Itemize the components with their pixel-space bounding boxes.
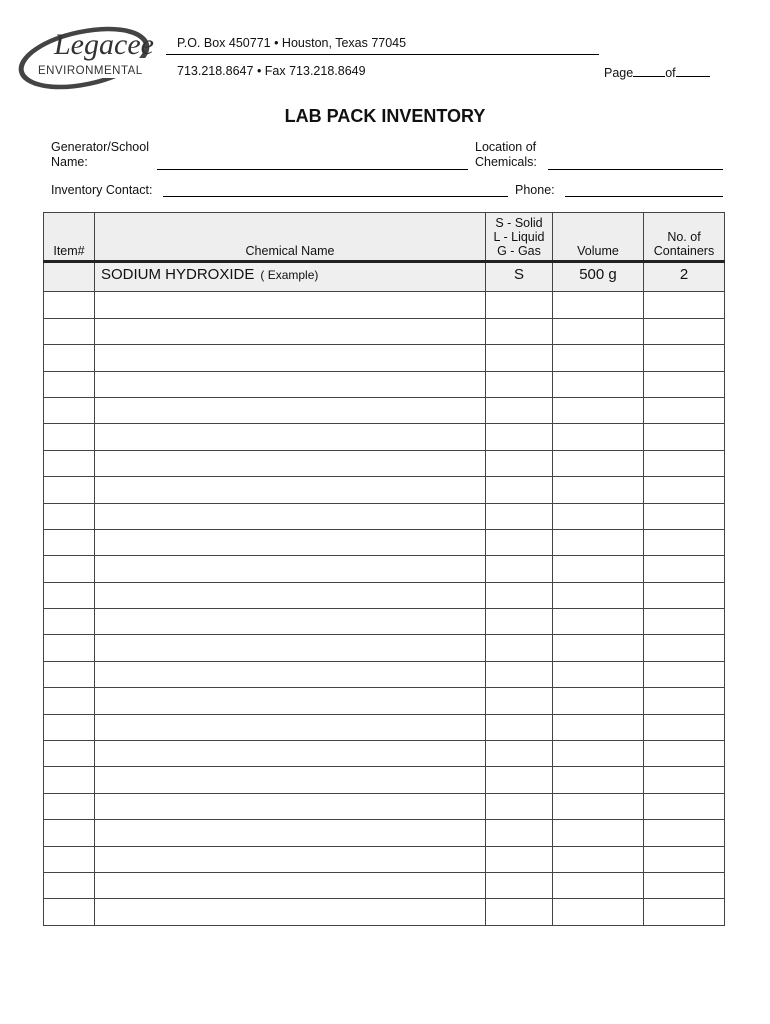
containers-cell[interactable] (644, 741, 725, 767)
phone-field[interactable] (565, 196, 723, 197)
inventory-table (43, 212, 725, 926)
table-row (44, 450, 725, 476)
legacee-environmental-logo (18, 14, 158, 90)
state-cell[interactable] (486, 345, 553, 371)
state-cell[interactable] (486, 846, 553, 872)
containers-cell[interactable] (644, 899, 725, 925)
containers-cell[interactable] (644, 767, 725, 793)
table-row (44, 609, 725, 635)
containers-cell[interactable] (644, 424, 725, 450)
item-cell[interactable] (44, 793, 95, 819)
item-cell[interactable] (44, 503, 95, 529)
chemical-name-cell[interactable] (95, 846, 486, 872)
containers-cell[interactable] (644, 872, 725, 898)
table-row (44, 477, 725, 503)
state-cell[interactable] (486, 793, 553, 819)
containers-cell[interactable] (644, 688, 725, 714)
chemical-name-cell[interactable] (95, 477, 486, 503)
table-row (44, 741, 725, 767)
volume-cell[interactable] (553, 714, 644, 740)
volume-cell[interactable] (553, 635, 644, 661)
table-row (44, 529, 725, 555)
generator-label: Generator/School Name: (51, 140, 149, 169)
chemical-name-cell[interactable] (95, 292, 486, 318)
volume-cell[interactable] (553, 872, 644, 898)
table-row (44, 820, 725, 846)
example-item-cell[interactable] (44, 262, 95, 292)
state-cell[interactable] (486, 741, 553, 767)
state-cell[interactable] (486, 714, 553, 740)
state-cell[interactable] (486, 371, 553, 397)
state-cell[interactable] (486, 899, 553, 925)
volume-cell[interactable] (553, 345, 644, 371)
item-cell[interactable] (44, 292, 95, 318)
example-chemical-cell[interactable]: SODIUM HYDROXIDE ( Example) (95, 262, 486, 292)
containers-cell[interactable] (644, 345, 725, 371)
item-cell[interactable] (44, 529, 95, 555)
item-cell[interactable] (44, 714, 95, 740)
table-row (44, 582, 725, 608)
state-cell[interactable] (486, 503, 553, 529)
chemical-name-cell[interactable] (95, 503, 486, 529)
state-cell[interactable] (486, 609, 553, 635)
chemical-name-cell[interactable] (95, 714, 486, 740)
logo-script-text: Legacee (54, 28, 154, 61)
chemical-name-cell[interactable] (95, 793, 486, 819)
chemical-name-cell[interactable] (95, 450, 486, 476)
table-row (44, 899, 725, 925)
volume-cell[interactable] (553, 741, 644, 767)
volume-cell[interactable] (553, 529, 644, 555)
chemical-name-cell[interactable] (95, 635, 486, 661)
volume-cell[interactable] (553, 899, 644, 925)
item-cell[interactable] (44, 345, 95, 371)
containers-cell[interactable] (644, 556, 725, 582)
chemical-name-cell[interactable] (95, 424, 486, 450)
state-cell[interactable] (486, 661, 553, 687)
table-row (44, 688, 725, 714)
column-header-containers: No. of Containers (644, 213, 725, 262)
table-row (44, 556, 725, 582)
state-cell[interactable] (486, 397, 553, 423)
state-cell[interactable] (486, 424, 553, 450)
volume-cell[interactable] (553, 424, 644, 450)
chemical-name-cell[interactable] (95, 371, 486, 397)
generator-name-field[interactable] (157, 169, 468, 170)
chemical-name-cell[interactable] (95, 872, 486, 898)
page-label: Page (604, 66, 634, 80)
table-row (44, 503, 725, 529)
item-cell[interactable] (44, 582, 95, 608)
example-volume-cell[interactable]: 500 g (553, 262, 644, 292)
chemical-name-cell[interactable] (95, 345, 486, 371)
item-cell[interactable] (44, 477, 95, 503)
item-cell[interactable] (44, 820, 95, 846)
example-state-cell[interactable]: S (486, 262, 553, 292)
state-cell[interactable] (486, 582, 553, 608)
volume-cell[interactable] (553, 661, 644, 687)
table-row (44, 635, 725, 661)
containers-cell[interactable] (644, 318, 725, 344)
item-cell[interactable] (44, 741, 95, 767)
chemical-name-cell[interactable] (95, 899, 486, 925)
table-header-row (44, 213, 725, 262)
containers-cell[interactable] (644, 793, 725, 819)
item-cell[interactable] (44, 688, 95, 714)
chemical-name-cell[interactable] (95, 820, 486, 846)
chemical-name-cell[interactable] (95, 767, 486, 793)
containers-cell[interactable] (644, 477, 725, 503)
state-cell[interactable] (486, 318, 553, 344)
chemical-name-cell[interactable] (95, 609, 486, 635)
inventory-contact-field[interactable] (163, 196, 508, 197)
example-note: ( Example) (260, 268, 319, 282)
containers-cell[interactable] (644, 661, 725, 687)
company-address: P.O. Box 450771 • Houston, Texas 77045 (177, 36, 407, 50)
chemical-name-cell[interactable] (95, 318, 486, 344)
volume-cell[interactable] (553, 318, 644, 344)
table-row (44, 714, 725, 740)
table-row (44, 846, 725, 872)
item-cell[interactable] (44, 899, 95, 925)
chemical-name-cell[interactable] (95, 556, 486, 582)
volume-cell[interactable] (553, 556, 644, 582)
item-cell[interactable] (44, 556, 95, 582)
item-cell[interactable] (44, 609, 95, 635)
chemical-name-cell[interactable] (95, 582, 486, 608)
table-row (44, 345, 725, 371)
column-header-volume: Volume (553, 213, 644, 262)
table-row (44, 424, 725, 450)
phone-label: Phone: (515, 183, 555, 197)
inventory-contact-label: Inventory Contact: (51, 183, 153, 197)
state-cell[interactable] (486, 477, 553, 503)
volume-cell[interactable] (553, 688, 644, 714)
item-cell[interactable] (44, 661, 95, 687)
state-cell[interactable] (486, 767, 553, 793)
volume-cell[interactable] (553, 397, 644, 423)
example-containers-cell[interactable]: 2 (644, 262, 725, 292)
chemical-name-cell[interactable] (95, 741, 486, 767)
containers-cell[interactable] (644, 582, 725, 608)
state-cell[interactable] (486, 529, 553, 555)
containers-cell[interactable] (644, 503, 725, 529)
item-cell[interactable] (44, 397, 95, 423)
table-row (44, 872, 725, 898)
item-cell[interactable] (44, 767, 95, 793)
item-cell[interactable] (44, 424, 95, 450)
table-row (44, 292, 725, 318)
state-cell[interactable] (486, 820, 553, 846)
company-phones: 713.218.8647 • Fax 713.218.8649 (177, 64, 366, 78)
containers-cell[interactable] (644, 529, 725, 555)
containers-cell[interactable] (644, 450, 725, 476)
chemical-name-cell[interactable] (95, 688, 486, 714)
containers-cell[interactable] (644, 609, 725, 635)
table-row (44, 661, 725, 687)
volume-cell[interactable] (553, 477, 644, 503)
chemical-name-cell[interactable] (95, 397, 486, 423)
volume-cell[interactable] (553, 767, 644, 793)
logo-sub-text: ENVIRONMENTAL (38, 65, 143, 77)
of-label: of (665, 66, 676, 80)
location-label: Location of Chemicals: (475, 140, 537, 169)
volume-cell[interactable] (553, 503, 644, 529)
volume-cell[interactable] (553, 793, 644, 819)
chemical-name-cell[interactable] (95, 661, 486, 687)
page-total-blank[interactable] (676, 64, 710, 77)
volume-cell[interactable] (553, 582, 644, 608)
table-row (44, 793, 725, 819)
item-cell[interactable] (44, 318, 95, 344)
table-row (44, 767, 725, 793)
containers-cell[interactable] (644, 292, 725, 318)
containers-cell[interactable] (644, 820, 725, 846)
volume-cell[interactable] (553, 820, 644, 846)
column-header-state: S - Solid L - Liquid G - Gas (486, 213, 553, 262)
containers-cell[interactable] (644, 846, 725, 872)
item-cell[interactable] (44, 635, 95, 661)
state-cell[interactable] (486, 292, 553, 318)
item-cell[interactable] (44, 450, 95, 476)
state-cell[interactable] (486, 556, 553, 582)
table-row (44, 318, 725, 344)
item-cell[interactable] (44, 371, 95, 397)
volume-cell[interactable] (553, 450, 644, 476)
page-number-blank[interactable] (633, 64, 665, 77)
column-header-chemical-name: Chemical Name (95, 213, 486, 262)
state-cell[interactable] (486, 635, 553, 661)
header-divider (166, 54, 599, 55)
chemical-name-cell[interactable] (95, 529, 486, 555)
table-row (44, 397, 725, 423)
volume-cell[interactable] (553, 846, 644, 872)
volume-cell[interactable] (553, 292, 644, 318)
item-cell[interactable] (44, 872, 95, 898)
location-field[interactable] (548, 169, 723, 170)
table-row (44, 371, 725, 397)
page-number-field[interactable] (604, 64, 710, 80)
item-cell[interactable] (44, 846, 95, 872)
column-header-item: Item# (44, 213, 95, 262)
example-row (44, 262, 725, 292)
form-title: LAB PACK INVENTORY (284, 106, 486, 126)
containers-cell[interactable] (644, 635, 725, 661)
state-cell[interactable] (486, 872, 553, 898)
state-cell[interactable] (486, 688, 553, 714)
containers-cell[interactable] (644, 714, 725, 740)
state-cell[interactable] (486, 450, 553, 476)
containers-cell[interactable] (644, 397, 725, 423)
volume-cell[interactable] (553, 371, 644, 397)
containers-cell[interactable] (644, 371, 725, 397)
volume-cell[interactable] (553, 609, 644, 635)
